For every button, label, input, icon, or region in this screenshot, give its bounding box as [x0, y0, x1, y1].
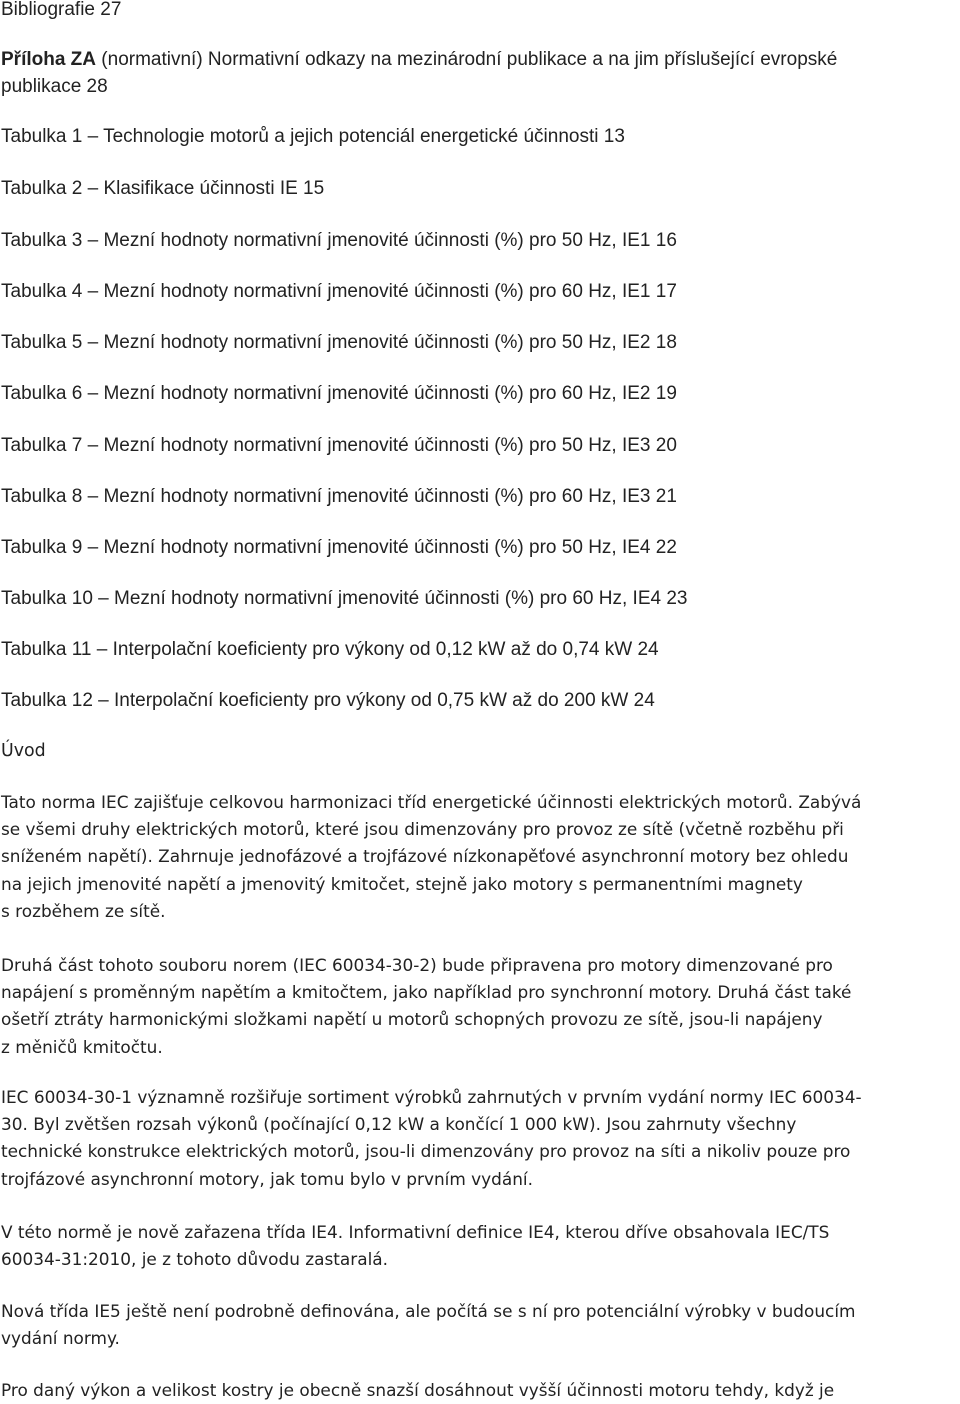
paragraph-line: V této normě je nově zařazena třída IE4. Informativní definice IE4, kterou dříve obsahovala IEC/TS [1, 1222, 830, 1242]
toc-entry-table-2: Tabulka 2 – Klasifikace účinnosti IE 15 [1, 178, 325, 199]
toc-entry-table-1: Tabulka 1 – Technologie motorů a jejich potenciál energetické účinnosti 13 [1, 126, 625, 147]
toc-entry-table-7: Tabulka 7 – Mezní hodnoty normativní jmenovité účinnosti (%) pro 50 Hz, IE3 20 [1, 435, 677, 456]
paragraph-line: 60034-31:2010, je z tohoto důvodu zastaralá. [1, 1249, 388, 1270]
paragraph-line: Nová třída IE5 ještě není podrobně definována, ale počítá se s ní pro potenciální výrobky v budoucím [1, 1301, 856, 1321]
section-heading-intro: Úvod [1, 741, 46, 761]
paragraph-line: IEC 60034-30-1 významně rozšiřuje sortiment výrobků zahrnutých v prvním vydání normy IEC 60034- [1, 1087, 862, 1107]
toc-entry-table-11: Tabulka 11 – Interpolační koeficienty pro výkony od 0,12 kW až do 0,74 kW 24 [1, 639, 659, 660]
toc-entry-annex-za [1, 48, 837, 72]
annex-label: Příloha ZA [1, 49, 97, 70]
intro-paragraph-6 [1, 1377, 960, 1404]
toc-entry-table-3: Tabulka 3 – Mezní hodnoty normativní jmenovité účinnosti (%) pro 50 Hz, IE1 16 [1, 230, 677, 251]
paragraph-line: s rozběhem ze sítě. [1, 900, 166, 921]
toc-entry-table-10: Tabulka 10 – Mezní hodnoty normativní jmenovité účinnosti (%) pro 60 Hz, IE4 23 [1, 588, 688, 609]
toc-entry-table-4: Tabulka 4 – Mezní hodnoty normativní jmenovité účinnosti (%) pro 60 Hz, IE1 17 [1, 281, 677, 302]
paragraph-line: Tato norma IEC zajišťuje celkovou harmonizaci tříd energetické účinnosti elektrických motorů. Zabývá [1, 792, 862, 812]
intro-paragraph-2 [1, 952, 960, 1061]
paragraph-line: sníženém napětí). Zahrnuje jednofázové a trojfázové nízkonapěťové asynchronní motory bez ohledu [1, 846, 849, 867]
toc-entry-table-5: Tabulka 5 – Mezní hodnoty normativní jmenovité účinnosti (%) pro 50 Hz, IE2 18 [1, 332, 677, 353]
toc-entry-table-8: Tabulka 8 – Mezní hodnoty normativní jmenovité účinnosti (%) pro 60 Hz, IE3 21 [1, 486, 677, 507]
paragraph-line: Druhá část tohoto souboru norem (IEC 60034-30-2) bude připravena pro motory dimenzované pro [1, 955, 833, 975]
paragraph-line: z měničů kmitočtu. [1, 1036, 163, 1057]
paragraph-line: na jejich jmenovité napětí a jmenovitý kmitočet, stejně jako motory s permanentními magnety [1, 873, 803, 894]
toc-entry-bibliography: Bibliografie 27 [1, 0, 122, 20]
toc-entry-annex-za-continued: publikace 28 [1, 76, 108, 97]
toc-entry-table-9: Tabulka 9 – Mezní hodnoty normativní jmenovité účinnosti (%) pro 50 Hz, IE4 22 [1, 537, 677, 558]
paragraph-line: 30. Byl zvětšen rozsah výkonů (počínající 0,12 kW a končící 1 000 kW). Jsou zahrnuty všechny [1, 1114, 797, 1135]
paragraph-line: se všemi druhy elektrických motorů, které jsou dimenzovány pro provoz ze sítě (včetně rozběhu při [1, 819, 844, 840]
toc-entry-table-12: Tabulka 12 – Interpolační koeficienty pro výkony od 0,75 kW až do 200 kW 24 [1, 690, 655, 711]
paragraph-line: trojfázové asynchronní motory, jak tomu bylo v prvním vydání. [1, 1168, 533, 1189]
paragraph-line: napájení s proměnným napětím a kmitočtem, jako například pro synchronní motory. Druhá část také [1, 982, 852, 1003]
intro-paragraph-4 [1, 1219, 960, 1273]
paragraph-line: vydání normy. [1, 1328, 120, 1349]
intro-paragraph-1 [1, 789, 960, 925]
paragraph-line: technické konstrukce elektrických motorů, jsou-li dimenzovány pro provoz na síti a nikoliv pouze pro [1, 1141, 851, 1162]
toc-entry-table-6: Tabulka 6 – Mezní hodnoty normativní jmenovité účinnosti (%) pro 60 Hz, IE2 19 [1, 383, 677, 404]
paragraph-line: ošetří ztráty harmonickými složkami napětí u motorů schopných provozu ze sítě, jsou-li napájeny [1, 1009, 823, 1030]
intro-paragraph-5 [1, 1298, 960, 1352]
annex-title-part1: (normativní) Normativní odkazy na mezinárodní publikace a na jim příslušející evropské [96, 49, 838, 70]
intro-paragraph-3 [1, 1084, 960, 1193]
paragraph-line: Pro daný výkon a velikost kostry je obecně snazší dosáhnout vyšší účinnosti motoru tehdy, když je [1, 1380, 835, 1400]
